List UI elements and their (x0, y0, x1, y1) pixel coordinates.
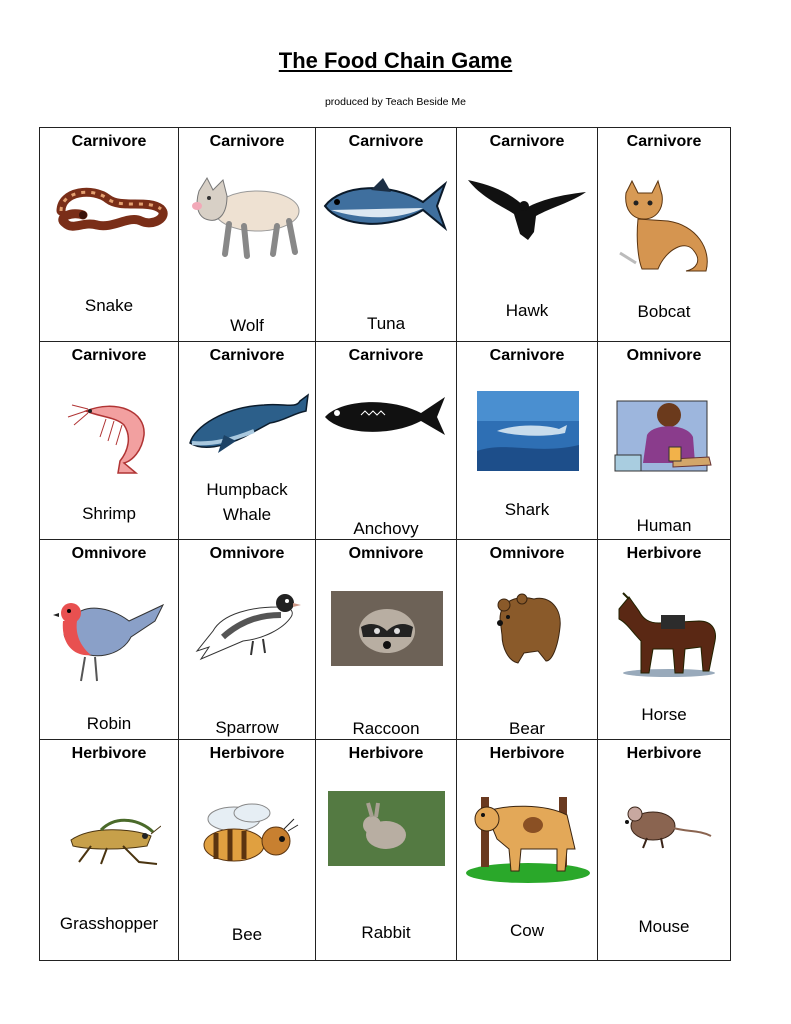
card-category: Carnivore (209, 347, 285, 364)
human-icon (613, 393, 713, 488)
bee-icon (194, 801, 299, 871)
animal-card (178, 539, 316, 740)
card-category: Herbivore (209, 745, 285, 762)
animal-card (315, 127, 457, 342)
card-category: Carnivore (348, 347, 424, 364)
animal-card (597, 341, 731, 540)
animal-card (456, 341, 598, 540)
mouse-icon (613, 796, 713, 856)
card-category: Herbivore (626, 545, 702, 562)
card-category: Herbivore (489, 745, 565, 762)
tuna-icon (321, 176, 449, 236)
page-subtitle: produced by Teach Beside Me (324, 96, 467, 108)
animal-card (39, 127, 179, 342)
hawk-icon (464, 176, 589, 246)
animal-card (456, 739, 598, 961)
animal-card (39, 739, 179, 961)
card-animal-name: Mouse (638, 917, 690, 936)
animal-card (456, 127, 598, 342)
card-animal-name: Snake (84, 296, 134, 315)
bobcat-icon (616, 179, 711, 274)
animal-card (597, 127, 731, 342)
card-animal-name: Bobcat (637, 302, 691, 321)
animal-card (315, 341, 457, 540)
card-animal-name: Raccoon (352, 719, 420, 738)
card-category: Omnivore (489, 545, 565, 562)
card-animal-name: Human (636, 516, 692, 535)
snake-icon (53, 181, 168, 241)
card-category: Herbivore (348, 745, 424, 762)
card-animal-name: Sparrow (215, 718, 279, 737)
whale-icon (184, 391, 309, 456)
animal-card (597, 739, 731, 961)
card-category: Carnivore (71, 347, 147, 364)
card-category: Omnivore (348, 545, 424, 562)
card-animal-name: Hawk (505, 301, 549, 320)
card-animal-name: Rabbit (361, 923, 411, 942)
card-category: Carnivore (489, 347, 565, 364)
card-category: Carnivore (626, 133, 702, 150)
horse-icon (609, 589, 719, 679)
animal-card (315, 739, 457, 961)
card-animal-name: Grasshopper (59, 914, 159, 933)
shark-icon (477, 391, 579, 471)
card-category: Carnivore (209, 133, 285, 150)
card-category: Herbivore (71, 745, 147, 762)
card-animal-name: Shark (504, 500, 550, 519)
sparrow-icon (193, 589, 301, 667)
page-title: The Food Chain Game (278, 48, 513, 73)
animal-card (456, 539, 598, 740)
card-animal-name: Wolf (230, 316, 264, 335)
anchovy-icon (321, 391, 449, 441)
card-category: Omnivore (209, 545, 285, 562)
animal-card (178, 341, 316, 540)
animal-card (39, 539, 179, 740)
animal-card (178, 739, 316, 961)
animal-card (315, 539, 457, 740)
card-category: Omnivore (71, 545, 147, 562)
bear-icon (490, 591, 565, 666)
shrimp-icon (66, 391, 156, 476)
animal-card (39, 341, 179, 540)
card-category: Herbivore (626, 745, 702, 762)
card-animal-name: Bee (231, 925, 263, 944)
card-category: Omnivore (626, 347, 702, 364)
card-animal-name: Horse (641, 705, 687, 724)
grasshopper-icon (61, 806, 161, 866)
animal-card (178, 127, 316, 342)
card-animal-name: Bear (509, 719, 545, 738)
animal-card (597, 539, 731, 740)
robin-icon (51, 591, 166, 686)
card-animal-name: Anchovy (353, 519, 419, 538)
card-animal-name: Cow (509, 921, 544, 940)
card-animal-name: Robin (86, 714, 132, 733)
card-animal-name: Humpback Whale (206, 480, 288, 524)
card-animal-name: Tuna (366, 314, 406, 333)
card-category: Carnivore (489, 133, 565, 150)
wolf-icon (189, 176, 304, 261)
card-category: Carnivore (348, 133, 424, 150)
rabbit-icon (328, 791, 445, 866)
cow-icon (463, 789, 593, 884)
card-animal-name: Shrimp (82, 504, 136, 523)
raccoon-icon (331, 591, 443, 666)
card-category: Carnivore (71, 133, 147, 150)
